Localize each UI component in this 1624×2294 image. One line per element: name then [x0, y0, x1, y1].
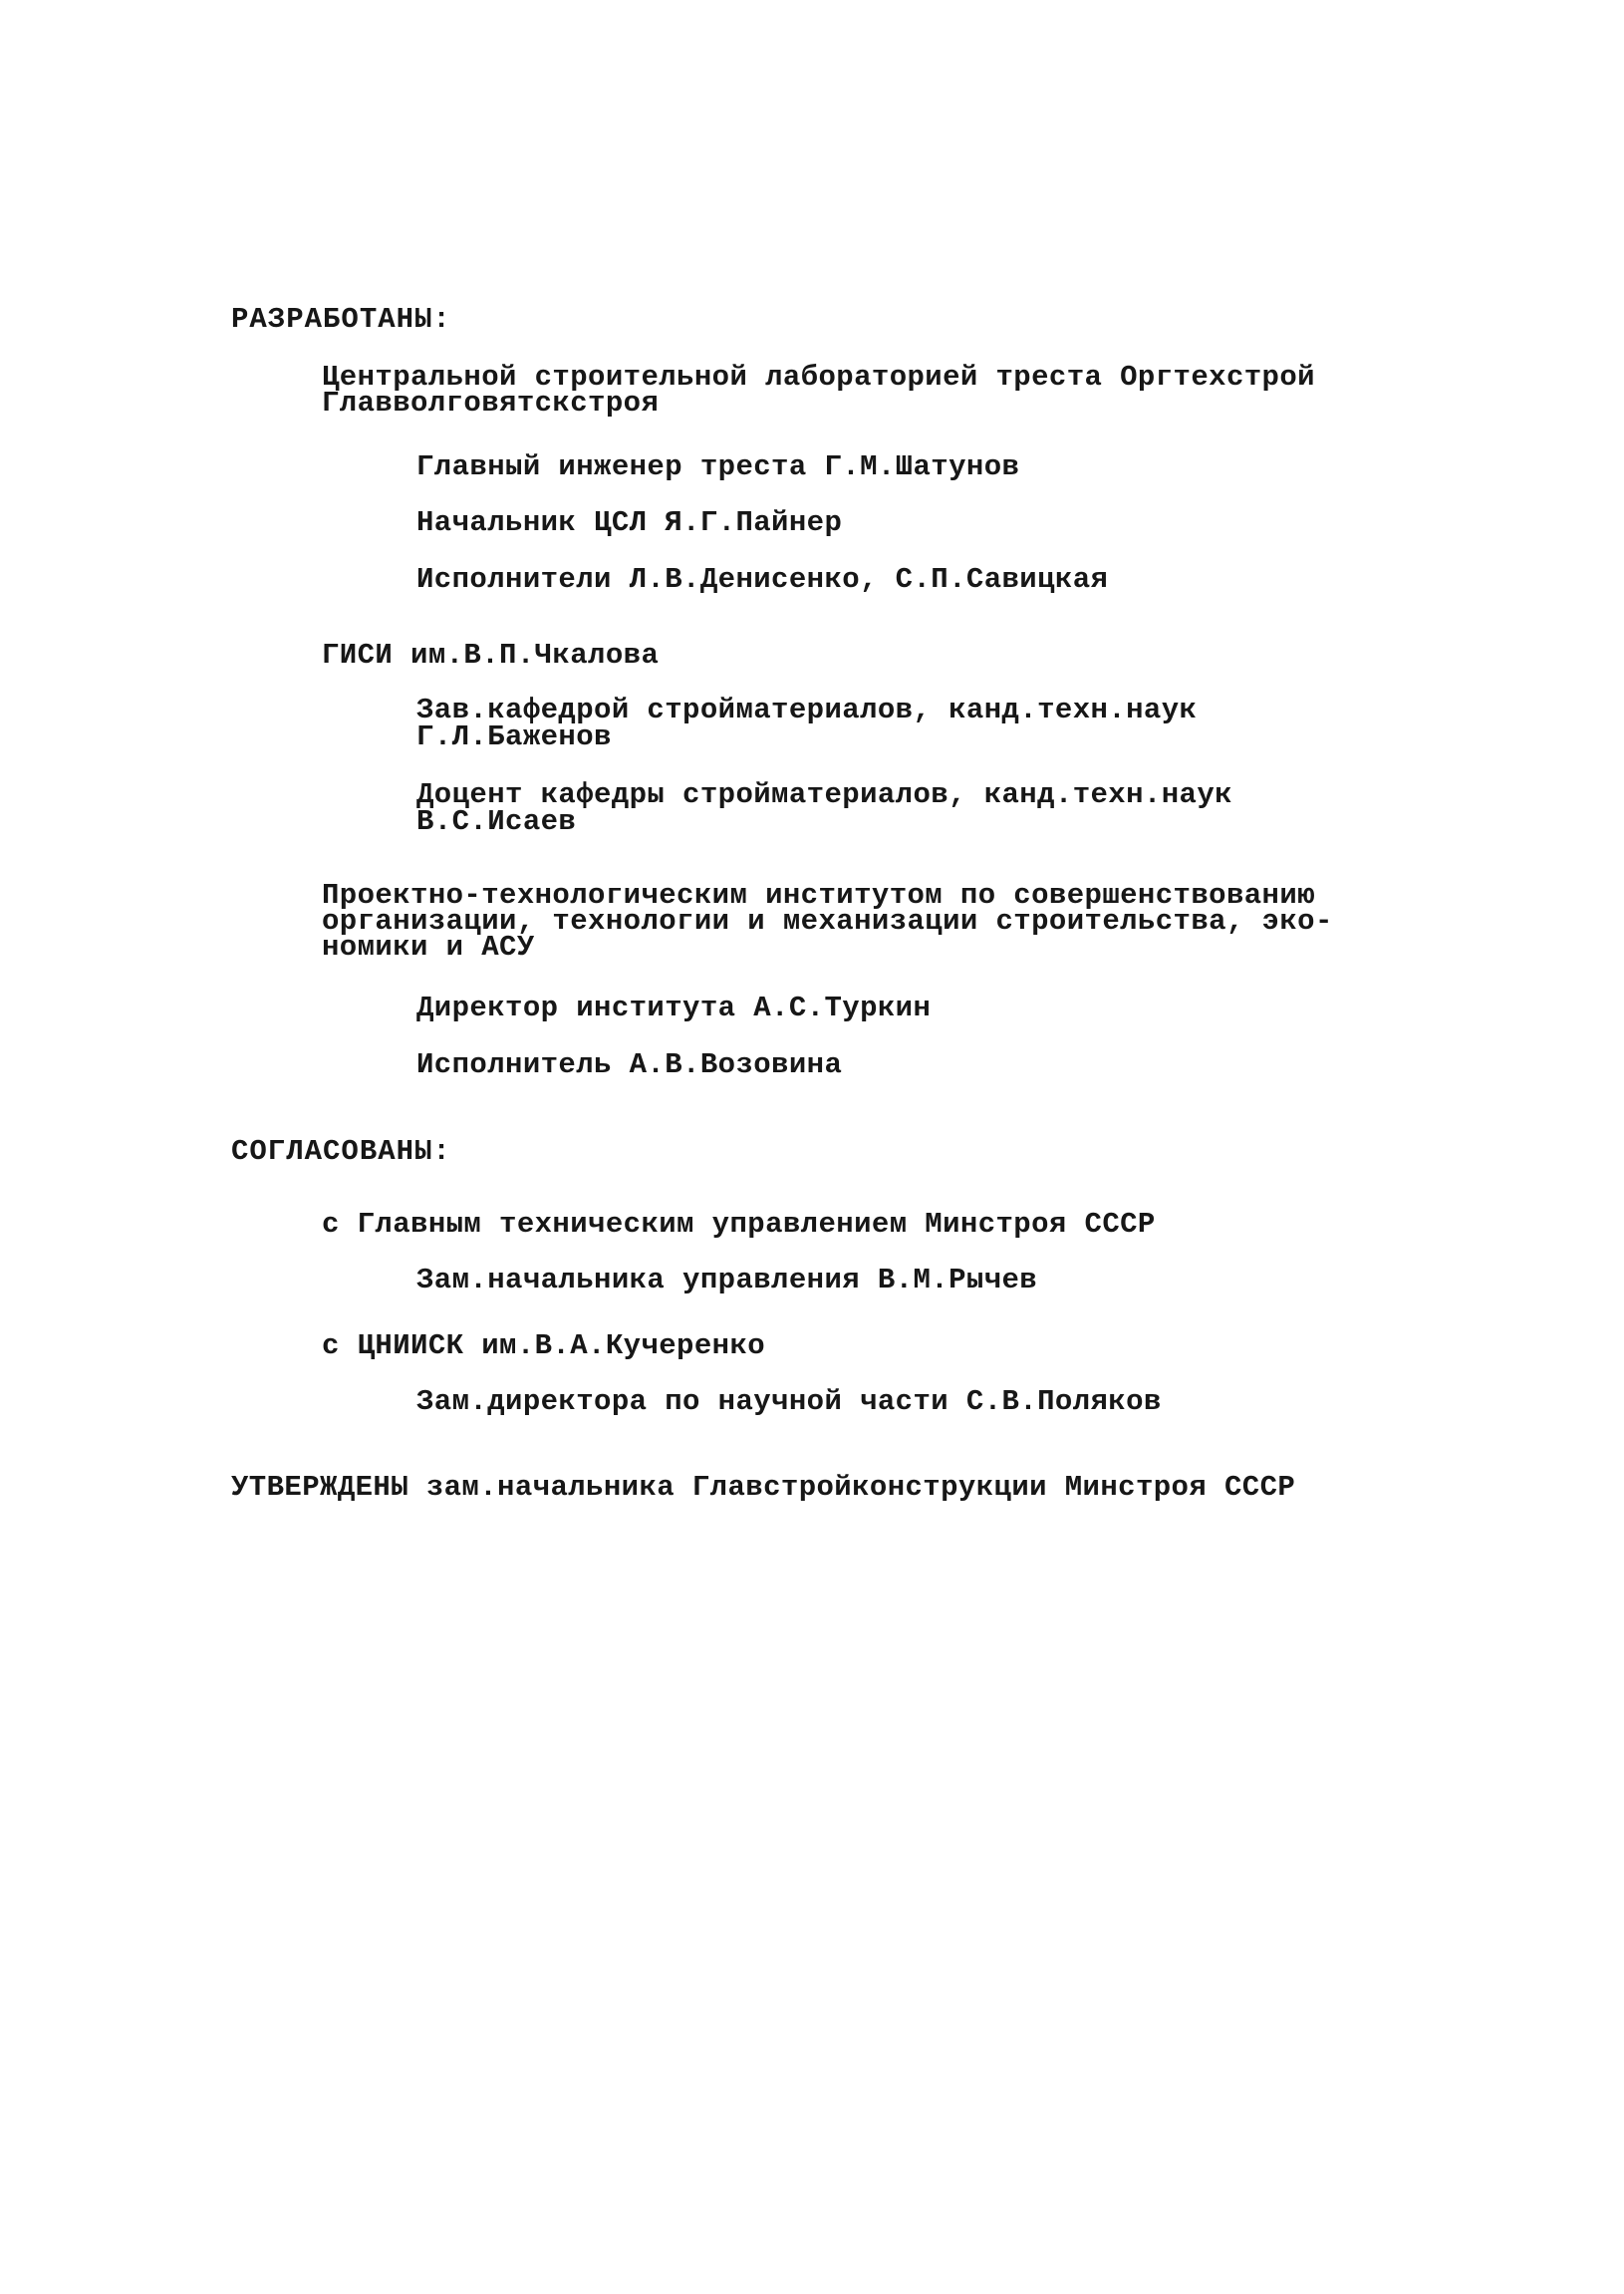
org3-person-director: Директор института А.С.Туркин: [416, 992, 932, 1024]
org3-name-line3: номики и АСУ: [322, 931, 535, 964]
agreed-heading: СОГЛАСОВАНЫ:: [231, 1135, 451, 1168]
agreed-agency2: с ЦНИИСК им.В.А.Кучеренко: [322, 1329, 766, 1362]
org1-person-executors: Исполнители Л.В.Денисенко, С.П.Савицкая: [416, 563, 1109, 596]
org2-person2-line1: Доцент кафедры стройматериалов, канд.техн.наук: [416, 778, 1232, 811]
org2-name: ГИСИ им.В.П.Чкалова: [322, 639, 660, 672]
org1-person-lab-head: Начальник ЦСЛ Я.Г.Пайнер: [416, 506, 843, 539]
developed-heading: РАЗРАБОТАНЫ:: [231, 303, 451, 336]
org2-person1-line2: Г.Л.Баженов: [416, 720, 612, 753]
agreed-agency1-person: Зам.начальника управления В.М.Рычев: [416, 1264, 1038, 1296]
org2-person2-line2: В.С.Исаев: [416, 805, 577, 838]
org1-name-line2: Главволговятскстроя: [322, 387, 660, 420]
agreed-agency2-person: Зам.директора по научной части С.В.Поляков: [416, 1385, 1162, 1418]
org2-person1-line1: Зав.кафедрой стройматериалов, канд.техн.наук: [416, 694, 1198, 726]
org1-name-line1: Центральной строительной лабораторией треста Оргтехстрой: [322, 361, 1315, 394]
org1-person-chief-engineer: Главный инженер треста Г.М.Шатунов: [416, 450, 1020, 483]
org3-name-line2: организации, технологии и механизации строительства, эко-: [322, 905, 1333, 938]
approved-line: УТВЕРЖДЕНЫ зам.начальника Главстройконструкции Минстроя СССР: [231, 1471, 1296, 1504]
org3-person-executor: Исполнитель А.В.Возовина: [416, 1048, 843, 1081]
org3-name-line1: Проектно-технологическим институтом по совершенствованию: [322, 879, 1315, 912]
agreed-agency1: с Главным техническим управлением Минстроя СССР: [322, 1208, 1156, 1241]
